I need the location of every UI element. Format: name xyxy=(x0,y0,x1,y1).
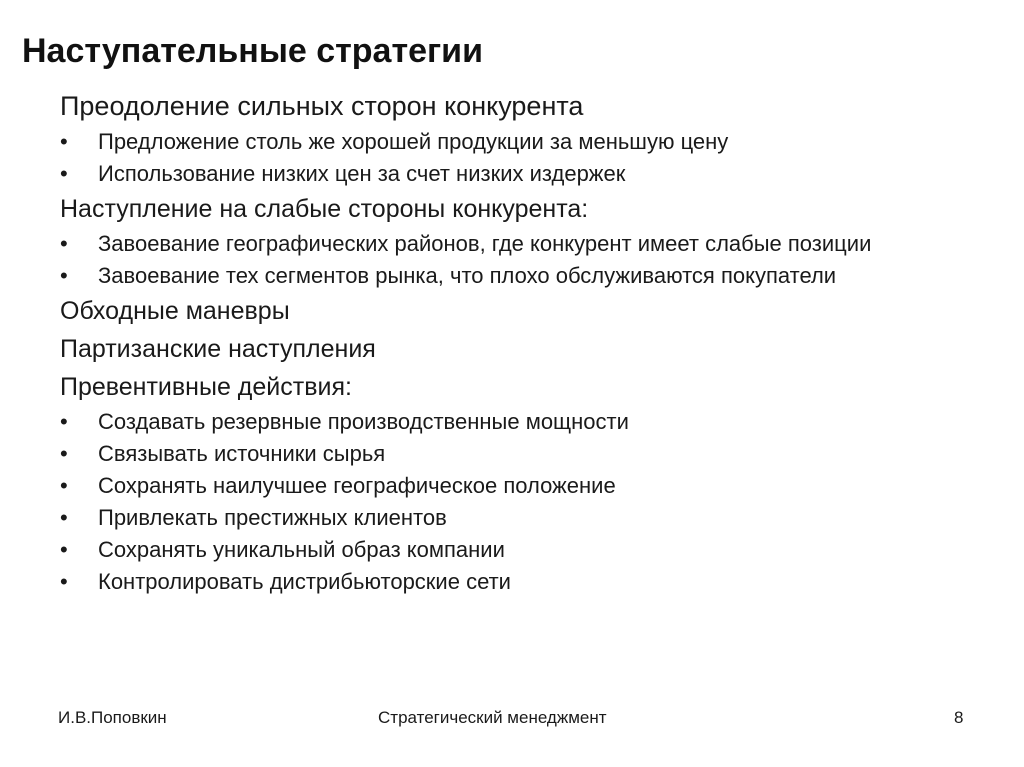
section-heading-guerrilla: Партизанские наступления xyxy=(60,335,376,363)
section-heading-strengths: Преодоление сильных сторон конкурента xyxy=(60,91,584,121)
bullet-text: Использование низких цен за счет низких издержек xyxy=(98,161,626,186)
bullet-marker: • xyxy=(60,569,68,594)
footer-page-number: 8 xyxy=(954,708,964,727)
bullet-text: Создавать резервные производственные мощности xyxy=(98,409,629,434)
bullet-item xyxy=(60,230,960,258)
bullet-item xyxy=(60,536,960,564)
bullet-text: Завоевание географических районов, где конкурент имеет слабые позиции xyxy=(98,231,872,256)
section-heading-preemptive: Превентивные действия: xyxy=(60,373,352,401)
bullet-marker: • xyxy=(60,537,68,562)
bullet-text: Сохранять наилучшее географическое положение xyxy=(98,473,616,498)
bullet-marker: • xyxy=(60,263,68,288)
bullet-item xyxy=(60,408,960,436)
bullet-text: Контролировать дистрибьюторские сети xyxy=(98,569,511,594)
bullet-marker: • xyxy=(60,505,68,530)
bullet-text: Предложение столь же хорошей продукции за меньшую цену xyxy=(98,129,729,154)
section-heading-weaknesses: Наступление на слабые стороны конкурента: xyxy=(60,195,589,223)
bullet-marker: • xyxy=(60,441,68,466)
bullet-marker: • xyxy=(60,129,68,154)
slide-content xyxy=(60,88,960,596)
bullet-item xyxy=(60,262,960,290)
bullet-item xyxy=(60,160,960,188)
bullet-marker: • xyxy=(60,161,68,186)
footer-author: И.В.Поповкин xyxy=(58,708,167,727)
bullet-text: Привлекать престижных клиентов xyxy=(98,505,447,530)
bullet-marker: • xyxy=(60,409,68,434)
bullet-item xyxy=(60,128,960,156)
footer-course: Стратегический менеджмент xyxy=(378,708,607,727)
bullet-text: Завоевание тех сегментов рынка, что плохо обслуживаются покупатели xyxy=(98,263,837,288)
slide-title: Наступательные стратегии xyxy=(22,32,483,70)
bullet-item xyxy=(60,472,960,500)
bullet-item xyxy=(60,568,960,596)
bullet-text: Связывать источники сырья xyxy=(98,441,386,466)
section-heading-bypass: Обходные маневры xyxy=(60,297,290,325)
bullet-text: Сохранять уникальный образ компании xyxy=(98,537,505,562)
bullet-marker: • xyxy=(60,231,68,256)
bullet-marker: • xyxy=(60,473,68,498)
bullet-item xyxy=(60,504,960,532)
bullet-item xyxy=(60,440,960,468)
